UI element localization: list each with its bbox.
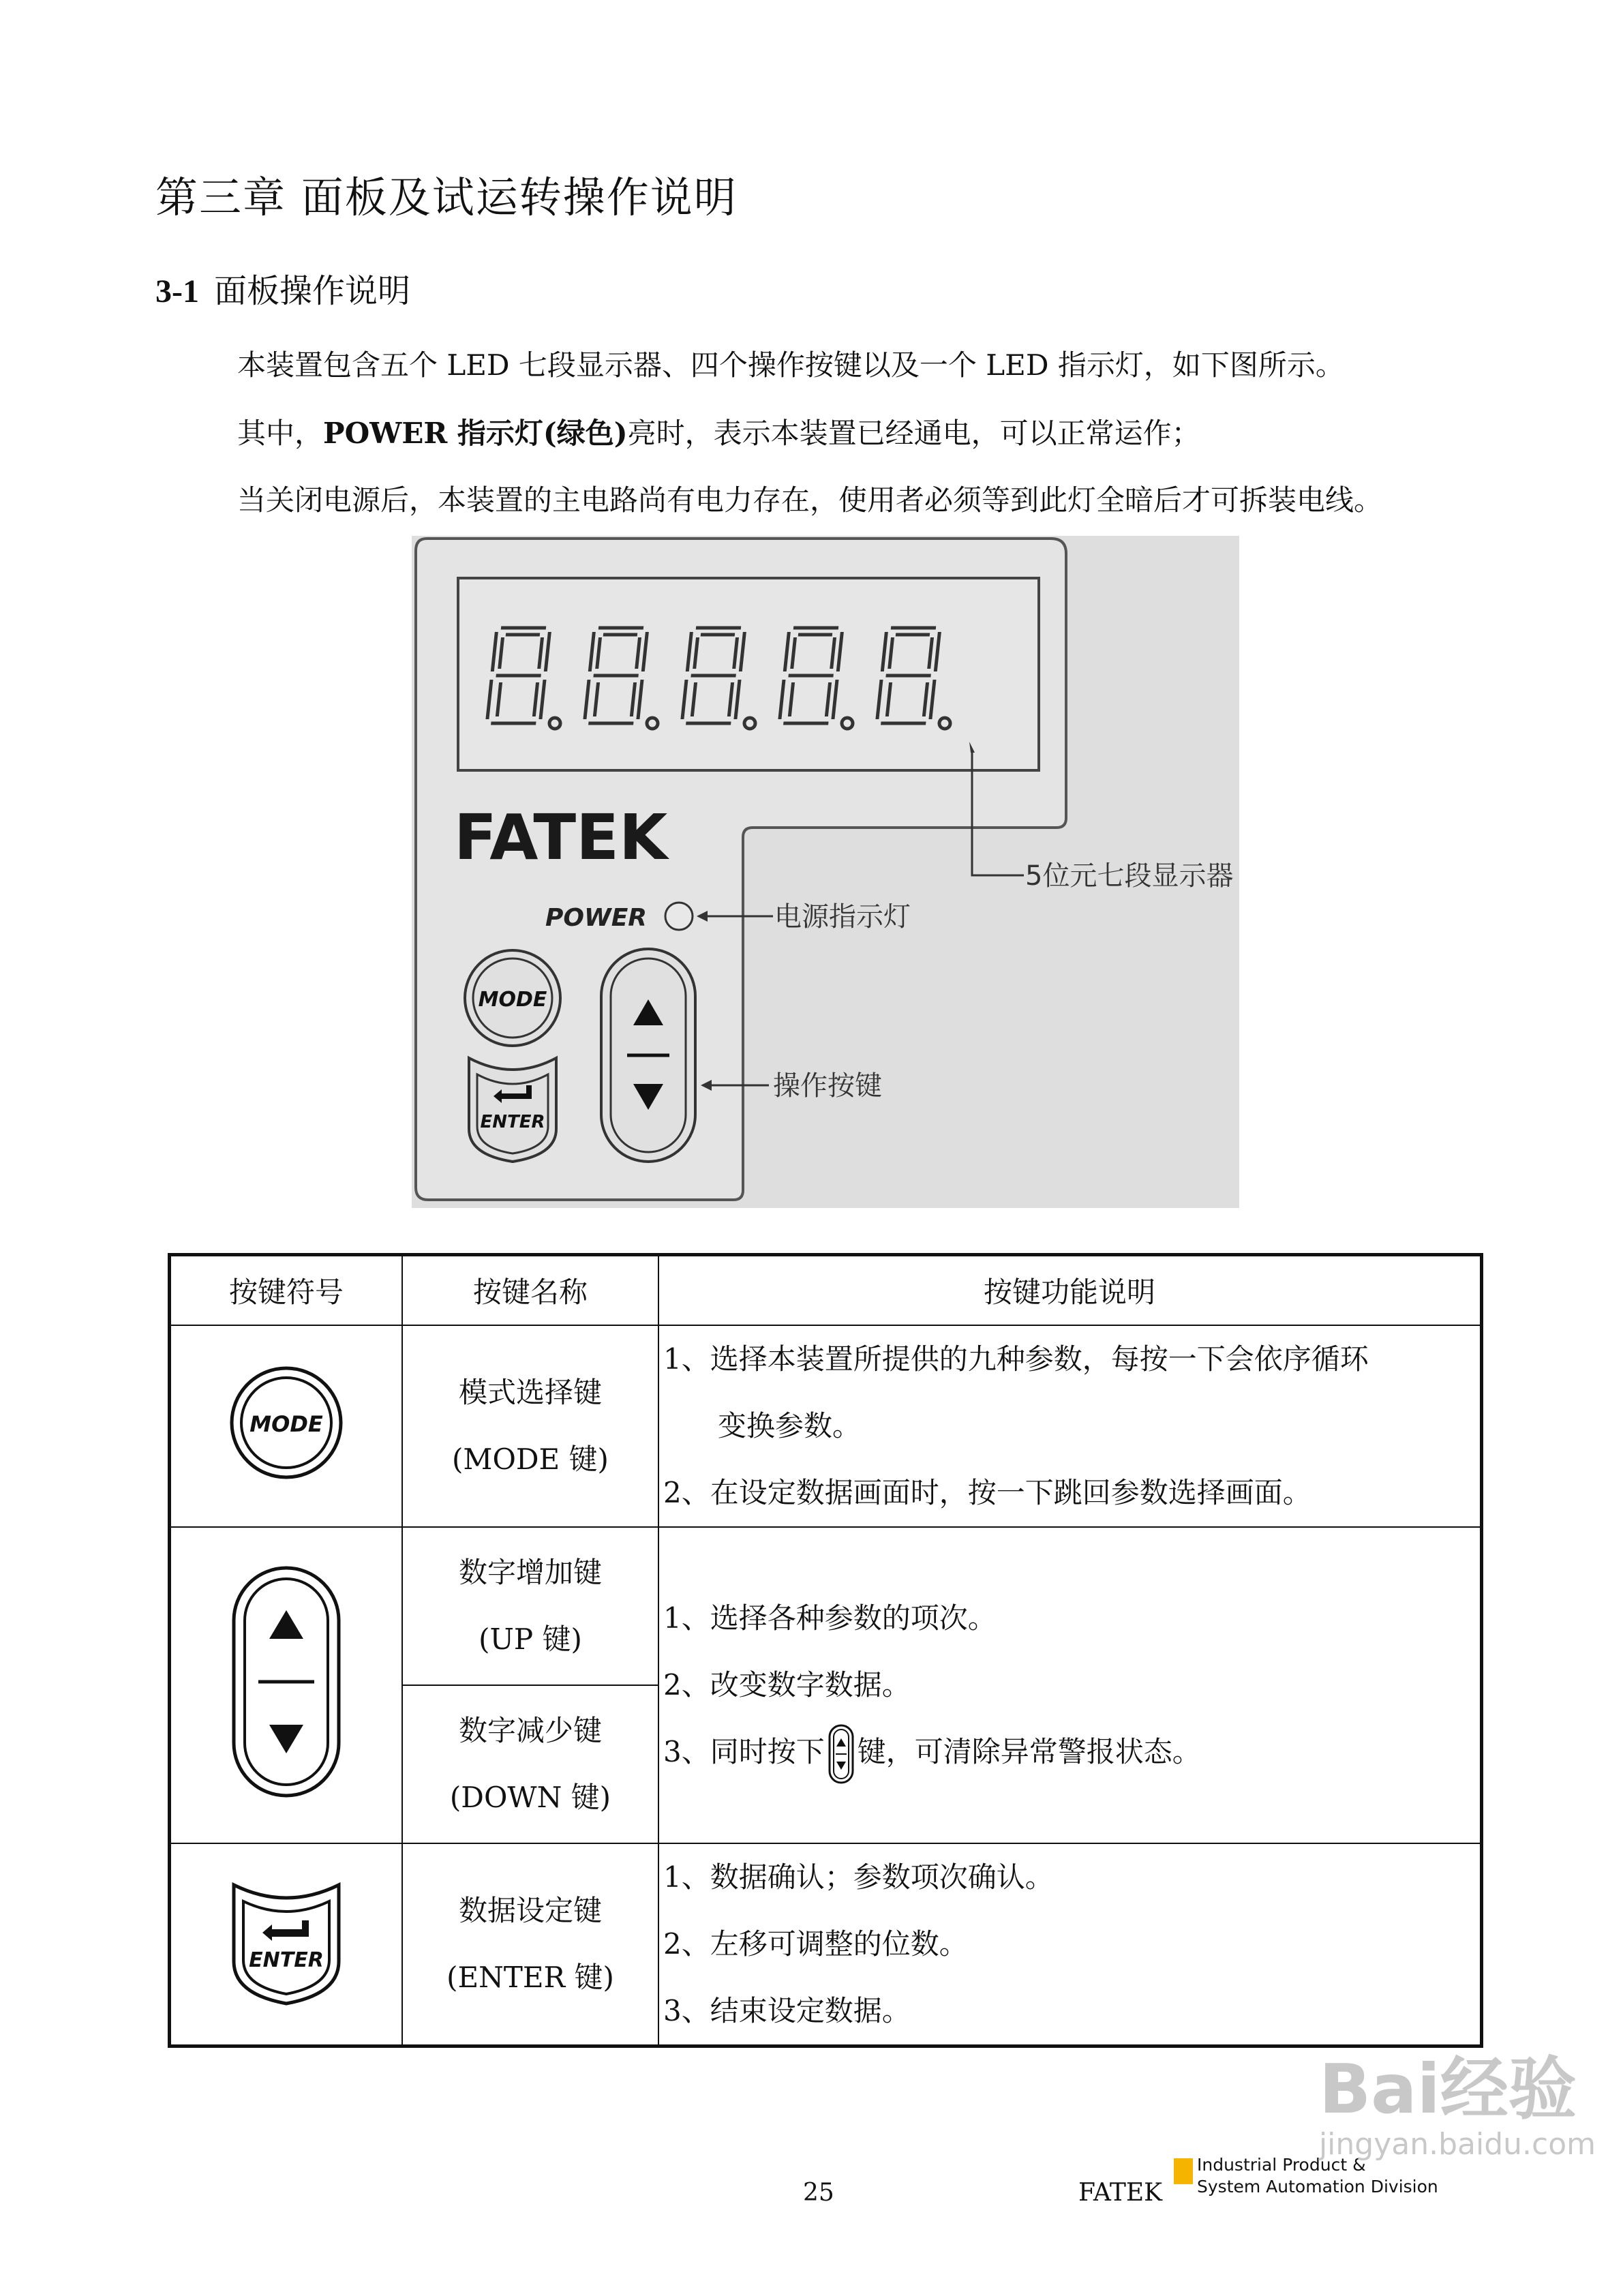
page-number: 25 <box>803 2179 834 2207</box>
updown-func-1: 1、选择各种参数的项次。 <box>663 1601 997 1635</box>
header-key-name: 按键名称 <box>402 1255 658 1326</box>
down-key-name-1: 数字减少键 <box>458 1714 602 1747</box>
mode-key-name-2: (MODE 键) <box>452 1442 609 1476</box>
power-led-note: POWER 指示灯(绿色) <box>323 417 628 450</box>
header-key-function: 按键功能说明 <box>658 1255 1482 1326</box>
enter-key-name-2: (ENTER 键) <box>446 1961 614 1994</box>
key-function-table <box>168 1253 1483 2048</box>
updown-key-symbol <box>170 1527 403 1843</box>
header-key-symbol: 按键符号 <box>170 1255 403 1326</box>
section-number: 3-1 <box>155 273 199 309</box>
mode-symbol-text: MODE <box>249 1411 323 1437</box>
up-key-name-2: (UP 键) <box>479 1622 582 1656</box>
intro-line-1: 本装置包含五个 LED 七段显示器、四个操作按键以及一个 LED 指示灯，如下图所示。 <box>237 348 1344 382</box>
mode-key-name-1: 模式选择键 <box>458 1376 602 1409</box>
mode-key-name <box>402 1325 658 1527</box>
callout-display-label: 5位元七段显示器 <box>1025 860 1234 892</box>
updown-inline-icon <box>828 1723 855 1785</box>
panel-figure <box>412 536 1239 1208</box>
down-key-name <box>402 1685 658 1843</box>
fatek-logo: FATEK <box>454 801 668 874</box>
updown-func-3 <box>663 1719 1480 1785</box>
enter-symbol-text: ENTER <box>249 1948 324 1972</box>
watermark-url: jingyan.baidu.com <box>1318 2127 1596 2162</box>
up-key-name-1: 数字增加键 <box>458 1556 602 1589</box>
power-led <box>665 903 693 930</box>
intro-line-2-prefix: 其中， <box>237 417 324 450</box>
updown-key-function <box>658 1527 1482 1843</box>
enter-key-name-1: 数据设定键 <box>458 1894 602 1927</box>
led-display-window <box>458 578 1039 770</box>
mode-button-label: MODE <box>478 988 547 1012</box>
enter-key-name <box>402 1843 658 2046</box>
callout-keys-label: 操作按键 <box>773 1070 882 1102</box>
mode-key-symbol <box>170 1325 403 1527</box>
enter-key-symbol <box>170 1843 403 2046</box>
footer-division-1: Industrial Product & <box>1197 2155 1366 2175</box>
table-header-row <box>170 1255 1482 1326</box>
intro-line-2-suffix: 亮时，表示本装置已经通电，可以正常运作； <box>627 417 1200 450</box>
chapter-title: 第三章 面板及试运转操作说明 <box>155 172 738 222</box>
table-row-enter <box>170 1843 1482 2046</box>
intro-line-2 <box>237 413 1200 454</box>
footer-brand: FATEK <box>1078 2179 1163 2207</box>
enter-func-1: 1、数据确认；参数项次确认。 <box>663 1860 1054 1894</box>
intro-line-3: 当关闭电源后，本装置的主电路尚有电力存在，使用者必须等到此灯全暗后才可拆装电线。 <box>237 483 1383 517</box>
watermark-text: Bai经验 <box>1318 2049 1577 2129</box>
enter-button-label: ENTER <box>480 1112 545 1132</box>
section-title <box>155 265 410 312</box>
table-row-mode <box>170 1325 1482 1527</box>
enter-button[interactable] <box>469 1058 556 1162</box>
footer-logo-mark <box>1174 2158 1193 2184</box>
enter-key-function <box>658 1843 1482 2046</box>
power-label: POWER <box>545 904 648 932</box>
updown-func-2: 2、改变数字数据。 <box>663 1668 911 1702</box>
down-key-name-2: (DOWN 键) <box>449 1781 611 1814</box>
mode-func-1b: 变换参数。 <box>718 1409 862 1442</box>
baidu-watermark <box>1318 2049 1596 2162</box>
callout-power-label: 电源指示灯 <box>774 901 911 933</box>
updown-func-3a: 3、同时按下 <box>663 1735 825 1768</box>
up-key-name <box>402 1527 658 1685</box>
enter-func-3: 3、结束设定数据。 <box>663 1994 911 2027</box>
mode-key-function <box>658 1325 1482 1527</box>
mode-func-2: 2、在设定数据画面时，按一下跳回参数选择画面。 <box>663 1476 1311 1509</box>
table-row-up <box>170 1527 1482 1685</box>
section-text: 面板操作说明 <box>213 272 410 310</box>
footer-division-2: System Automation Division <box>1197 2177 1438 2196</box>
enter-func-2: 2、左移可调整的位数。 <box>663 1927 968 1961</box>
mode-func-1: 1、选择本装置所提供的九种参数，每按一下会依序循环 <box>663 1342 1369 1376</box>
updown-func-3b: 键，可清除异常警报状态。 <box>857 1735 1201 1768</box>
